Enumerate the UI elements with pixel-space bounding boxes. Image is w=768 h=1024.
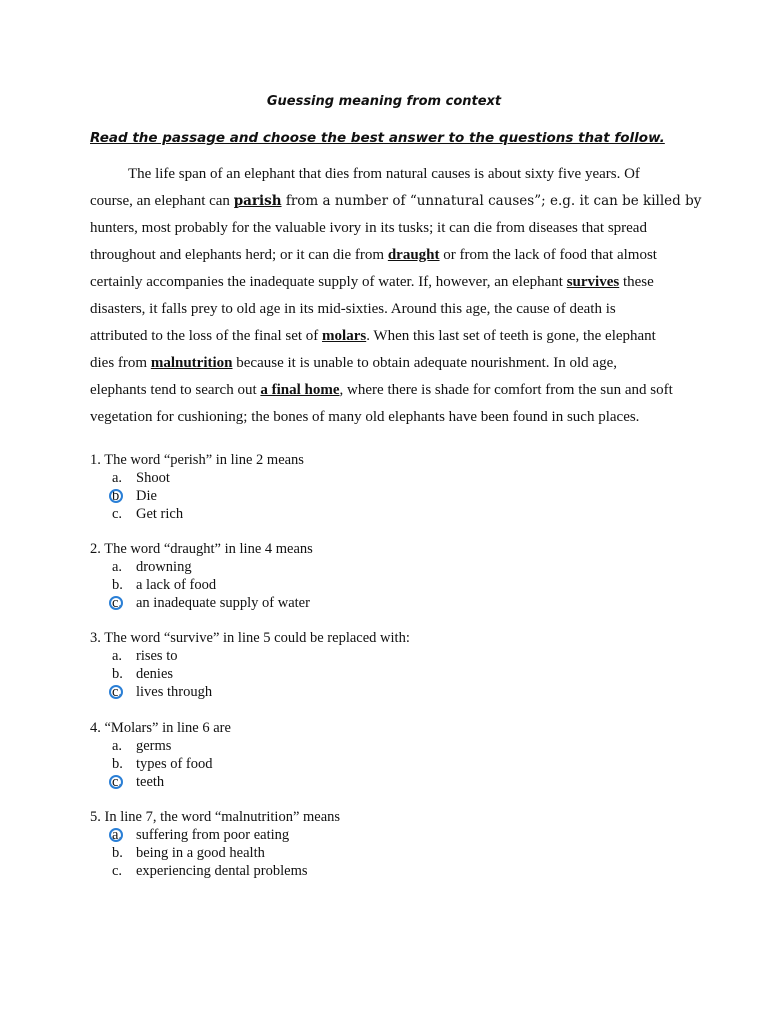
question-3	[90, 629, 410, 701]
option-letter: a.	[112, 559, 123, 575]
option-b[interactable]	[90, 576, 313, 594]
keyword-parish: parish	[233, 193, 282, 209]
answer-circle-mark	[109, 828, 123, 842]
option-a[interactable]	[90, 558, 313, 576]
option-letter: a.	[112, 827, 123, 843]
passage-text: dies from	[90, 355, 151, 371]
option-text: Get rich	[136, 506, 184, 522]
option-text: denies	[136, 666, 174, 682]
option-text: drowning	[136, 559, 192, 575]
option-letter: b.	[112, 488, 123, 504]
option-b[interactable]	[90, 844, 340, 862]
question-stem: 4. “Molars” in line 6 are	[90, 720, 231, 736]
passage-line: The life span of an elephant that dies from natural causes is about sixty five years. Of	[128, 166, 640, 182]
question-stem: 5. In line 7, the word “malnutrition” means	[90, 809, 341, 825]
option-text: rises to	[136, 648, 178, 664]
passage-text: . When this last set of teeth is gone, the elephant	[366, 328, 656, 344]
passage-text: because it is unable to obtain adequate nourishment. In old age,	[232, 355, 617, 371]
answer-circle-mark	[109, 685, 123, 699]
option-b[interactable]	[90, 755, 231, 773]
keyword-final-home: a final home	[260, 382, 340, 398]
passage-line: disasters, it falls prey to old age in its mid-sixties. Around this age, the cause of death is	[90, 301, 616, 317]
keyword-survives: survives	[566, 274, 620, 290]
option-c[interactable]	[90, 505, 304, 523]
option-text: an inadequate supply of water	[136, 595, 310, 611]
option-letter: a.	[112, 738, 123, 754]
answer-circle-mark	[109, 775, 123, 789]
question-stem: 2. The word “draught” in line 4 means	[90, 541, 313, 557]
option-text: Die	[136, 488, 157, 504]
option-text: experiencing dental problems	[136, 863, 308, 879]
option-c[interactable]	[90, 594, 313, 612]
option-text: being in a good health	[136, 845, 265, 861]
passage-text: attributed to the loss of the final set of	[90, 328, 323, 344]
passage-text: certainly accompanies the inadequate supply of water. If, however, an elephant	[90, 274, 567, 290]
passage-line	[90, 377, 690, 404]
option-text: germs	[136, 738, 172, 754]
question-4	[90, 719, 231, 791]
option-b[interactable]	[90, 487, 304, 505]
question-1	[90, 451, 304, 523]
passage-line	[90, 242, 690, 269]
option-letter: a.	[112, 470, 123, 486]
option-letter: b.	[112, 756, 123, 772]
answer-circle-mark	[109, 596, 123, 610]
option-text: Shoot	[136, 470, 170, 486]
option-letter: b.	[112, 845, 123, 861]
option-c[interactable]	[90, 683, 410, 701]
document-title: Guessing meaning from context	[266, 94, 502, 109]
passage-text: throughout and elephants herd; or it can die from	[90, 247, 388, 263]
option-c[interactable]	[90, 773, 231, 791]
passage-text: course, an elephant can	[90, 193, 234, 209]
passage-text: from a number of “unnatural causes”; e.g. it can be killed by	[281, 193, 702, 209]
question-2	[90, 540, 313, 612]
option-letter: b.	[112, 577, 123, 593]
passage-text: elephants tend to search out	[90, 382, 261, 398]
option-a[interactable]	[90, 737, 231, 755]
answer-circle-mark	[109, 489, 123, 503]
keyword-molars: molars	[322, 328, 367, 344]
keyword-malnutrition: malnutrition	[150, 355, 233, 371]
option-letter: c.	[112, 506, 123, 522]
passage-line	[90, 350, 690, 377]
instructions: Read the passage and choose the best answer to the questions that follow.	[90, 130, 665, 146]
option-letter: c.	[112, 684, 123, 700]
question-stem: 1. The word “perish” in line 2 means	[90, 452, 304, 468]
passage-line	[90, 323, 690, 350]
passage-text: or from the lack of food that almost	[439, 247, 657, 263]
option-a[interactable]	[90, 647, 410, 665]
passage-text: these	[619, 274, 654, 290]
option-b[interactable]	[90, 665, 410, 683]
option-letter: c.	[112, 774, 123, 790]
option-text: a lack of food	[136, 577, 217, 593]
option-letter: b.	[112, 666, 123, 682]
passage-line	[90, 188, 702, 215]
passage-line	[90, 269, 690, 296]
keyword-draught: draught	[387, 247, 440, 263]
option-a[interactable]	[90, 826, 340, 844]
passage-text: , where there is shade for comfort from the sun and soft	[339, 382, 673, 398]
option-c[interactable]	[90, 862, 340, 880]
option-letter: a.	[112, 648, 123, 664]
option-letter: c.	[112, 595, 123, 611]
reading-passage	[90, 161, 702, 431]
passage-line: vegetation for cushioning; the bones of many old elephants have been found in such places.	[90, 409, 640, 425]
option-text: suffering from poor eating	[136, 827, 290, 843]
option-text: types of food	[136, 756, 213, 772]
passage-line: hunters, most probably for the valuable ivory in its tusks; it can die from diseases that spread	[90, 220, 647, 236]
option-a[interactable]	[90, 469, 304, 487]
option-text: lives through	[136, 684, 213, 700]
question-5	[90, 808, 340, 880]
option-letter: c.	[112, 863, 123, 879]
option-text: teeth	[136, 774, 165, 790]
question-stem: 3. The word “survive” in line 5 could be replaced with:	[90, 630, 410, 646]
